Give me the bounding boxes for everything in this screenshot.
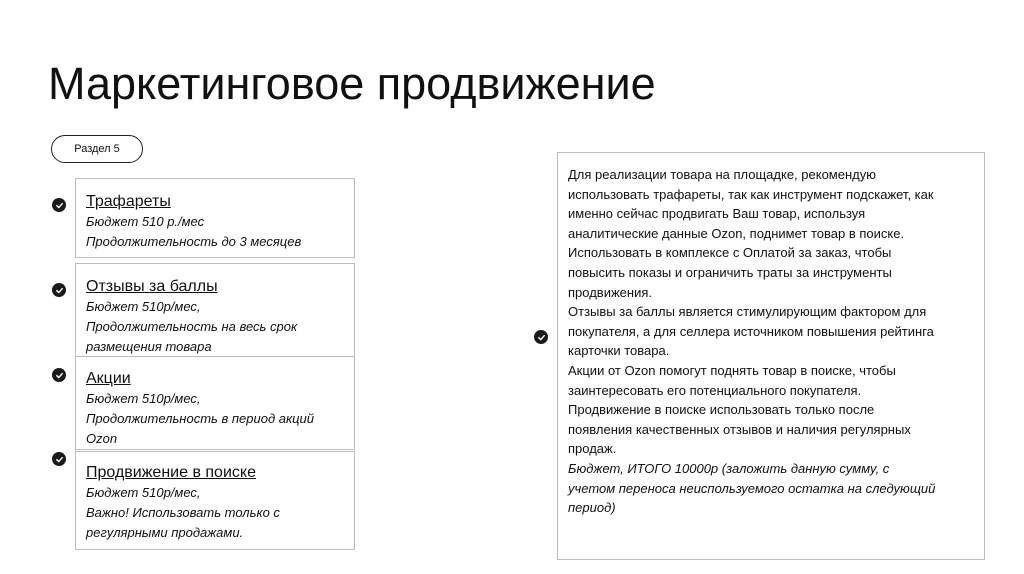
panel-line: заинтересовать его потенциального покупателя. [568, 382, 862, 398]
card-heading[interactable]: Продвижение в поиске [86, 464, 256, 481]
panel-line: покупателя, а для селлера источником повышения рейтинга [568, 323, 934, 339]
card-line: Важно! Использовать только с [86, 505, 280, 520]
card-heading[interactable]: Трафареты [86, 193, 171, 210]
panel-line: именно сейчас продвигать Ваш товар, используя [568, 206, 866, 222]
card-line: Ozon [86, 431, 118, 446]
check-circle-icon [52, 283, 66, 297]
card-line: Бюджет 510р/мес, [86, 299, 201, 314]
card-prodvizhenie [75, 451, 355, 550]
panel-line: Использовать в комплексе с Оплатой за заказ, чтобы [568, 245, 892, 261]
panel-line: Акции от Ozon помогут поднять товар в поиске, чтобы [568, 362, 896, 378]
card-akcii [75, 356, 355, 450]
panel-budget-line: Бюджет, ИТОГО 10000р (заложить данную сумму, с [568, 460, 890, 476]
card-line: размещения товара [86, 339, 212, 354]
panel-line: появления качественных отзывов и наличия регулярных [568, 421, 911, 437]
page-title: Маркетинговое продвижение [48, 58, 656, 109]
check-circle-icon [52, 198, 66, 212]
panel-line: Для реализации товара на площадке, рекомендую [568, 167, 876, 182]
recommendation-panel [557, 152, 985, 560]
card-heading[interactable]: Отзывы за баллы [86, 278, 218, 295]
panel-line: аналитические данные Ozon, поднимет товар в поиске. [568, 225, 905, 241]
panel-line: использовать трафареты, так как инструмент подскажет, как [568, 186, 934, 202]
check-circle-icon [52, 452, 66, 466]
check-circle-icon [52, 368, 66, 382]
panel-budget-line: учетом переноса неиспользуемого остатка на следующий [568, 480, 936, 496]
panel-budget-line: период) [568, 500, 616, 516]
panel-line: карточки товара. [568, 343, 670, 359]
card-line: Бюджет 510р/мес, [86, 391, 201, 406]
card-line: Продолжительность до 3 месяцев [86, 234, 302, 249]
card-line: Бюджет 510р/мес, [86, 485, 201, 500]
check-circle-icon [534, 330, 548, 344]
panel-line: Продвижение в поиске использовать только после [568, 402, 875, 418]
section-badge [51, 135, 143, 163]
section-badge-label: Раздел 5 [74, 143, 120, 155]
card-trafarety [75, 178, 355, 258]
card-line: Бюджет 510 р./мес [86, 214, 205, 229]
card-line: регулярными продажами. [86, 525, 244, 540]
card-heading[interactable]: Акции [86, 370, 131, 387]
card-line: Продолжительность в период акций [86, 411, 315, 426]
panel-line: повысить показы и ограничить траты за инструменты [568, 264, 892, 280]
panel-line: продвижения. [568, 284, 652, 300]
card-otzyvy [75, 263, 355, 357]
card-line: Продолжительность на весь срок [86, 319, 298, 334]
panel-line: продаж. [568, 441, 617, 457]
panel-line: Отзывы за баллы является стимулирующим фактором для [568, 304, 927, 320]
